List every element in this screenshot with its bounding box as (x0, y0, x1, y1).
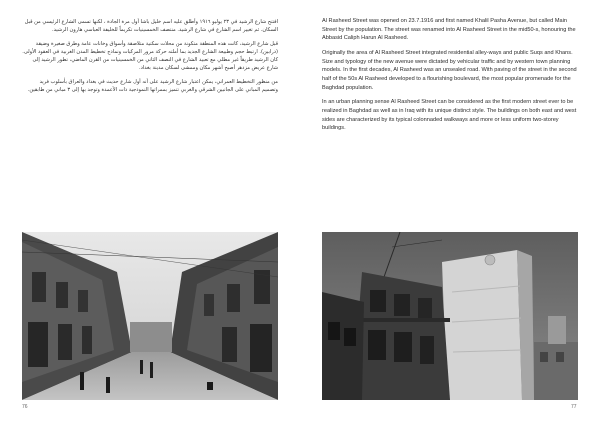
english-paragraph-3: In an urban planning sense Al Rasheed Street can be considered as the first modern street ever to be realized in Baghdad as well as in Iraq with its unique distinct style. The buildings on both east and west sides are characterized by its typical colonnaded walkways and more or less uniform two-storey buildings. (322, 99, 577, 132)
buildings-scene-image (322, 232, 578, 400)
arabic-text-block (22, 18, 278, 99)
page-number-right: 77 (571, 404, 577, 410)
arabic-paragraph-3: من منظور التخطيط العمراني، يمكن اعتبار شارع الرشيد على أنه أول شارع حديث في بغداد والعراق بأسلوب فريد وتصميم المباني على الجانبين الشرقي والغربي تتميز بممراتها النموذجية ذات الأعمدة وتوجد بها إلى ٣ مباني من طابقين. (27, 78, 278, 93)
arabic-paragraph-2: قبل شارع الرشيد، كانت هذه المنطقة متكونة من محلات سكنية متلاصقة وأسواق وخانات عامة وطرق صغيرة وضيقة (درابين). ارتبط حجم وطبيعة الشارع الجديد بما أملته حركة مرور المركبات ونماذج تخطيط المدن الغربية في العقود الأولى. كان الرشيد طريقاً غير مطلي مع تعبيد الشارع في النصف الثاني من الخمسينيات من القرن الماضي، تطور الرشيد إلى شارع عريض مزدهر أصبح أشهر مكان وممشى لسكان مدينة بغداد. (22, 40, 278, 72)
english-paragraph-1: Al Rasheed Street was opened on 23.7.1916 and first named Khalil Pasha Avenue, but called Main Street by the population. The street was renamed into Al Rasheed Street in the mid50-s, honouring the Abbasid Caliph Harun Al Rasheed. (322, 18, 576, 42)
street-photo-left (22, 232, 278, 400)
building-photo-right (322, 232, 578, 400)
english-paragraph-2: Originally the area of Al Rasheed Street integrated residential alley-ways and public Suqs and Khans. Size and typology of the new avenue were dictated by vehicular traffic and by western town planning models. In the first decades, Al Rasheed was an unsealed road. With paving of the street in the second half of the 50s Al Rasheed developed to a flourishing boulevard, the most popular promenade for the Baghdad population. (322, 49, 577, 91)
page-number-left: 76 (22, 404, 28, 410)
english-text-block (322, 17, 580, 139)
street-scene-image (22, 232, 278, 400)
arabic-paragraph-1: افتتح شارع الرشيد في ٢٣ يوليو ١٩١٦ وأطلق عليه اسم خليل باشا أول مرة الجادة ، لكنها تسمى الشارع الرئيسي من قبل السكان. ثم تغيير اسم الشارع في شارع الرشيد. منتصف الخمسينيات تكريماً للخليفة العباسي هارون الرشيد. (24, 19, 278, 34)
